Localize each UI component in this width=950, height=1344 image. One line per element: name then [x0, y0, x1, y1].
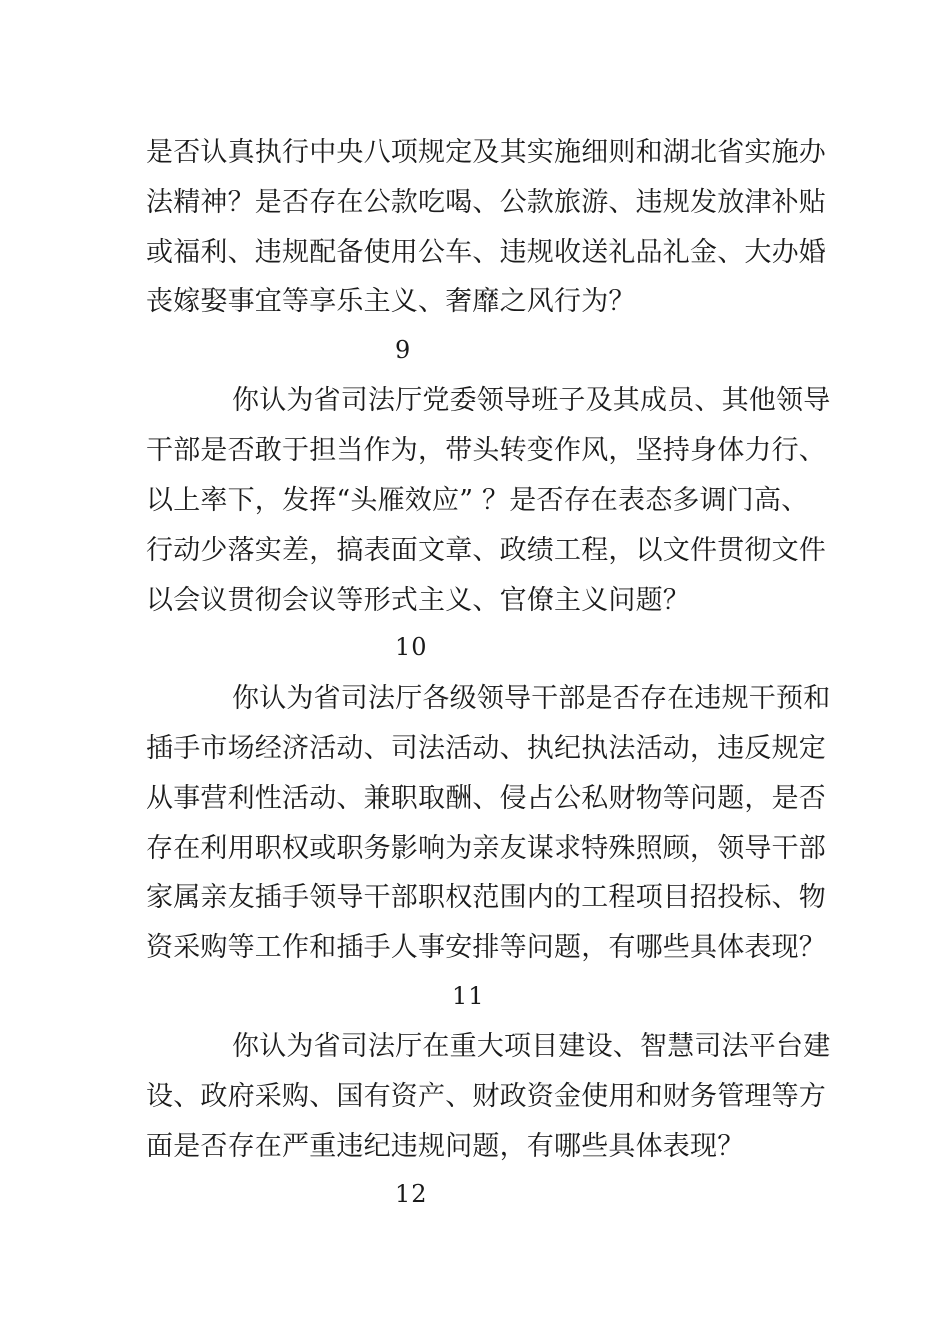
paragraph-line: 是否认真执行中央八项规定及其实施细则和湖北省实施办 — [146, 137, 826, 168]
paragraph-line: 以会议贯彻会议等形式主义、官僚主义问题？ — [146, 585, 690, 616]
paragraph-line: 法精神？是否存在公款吃喝、公款旅游、违规发放津补贴 — [146, 187, 826, 218]
paragraph-line: 从事营利性活动、兼职取酬、侵占公私财物等问题，是否 — [146, 783, 826, 814]
item-number: 12 — [395, 1180, 428, 1208]
paragraph-line: 行动少落实差，搞表面文章、政绩工程，以文件贯彻文件 — [146, 535, 826, 566]
paragraph-line: 设、政府采购、国有资产、财政资金使用和财务管理等方 — [146, 1081, 826, 1112]
paragraph-line: 干部是否敢于担当作为，带头转变作风，坚持身体力行、 — [146, 435, 826, 466]
item-number: 11 — [452, 982, 485, 1010]
paragraph-line: 家属亲友插手领导干部职权范围内的工程项目招投标、物 — [146, 882, 826, 913]
paragraph-line: 插手市场经济活动、司法活动、执纪执法活动，违反规定 — [146, 733, 826, 764]
paragraph-line: 存在利用职权或职务影响为亲友谋求特殊照顾，领导干部 — [146, 833, 826, 864]
paragraph-line: 以上率下，发挥“头雁效应” ？是否存在表态多调门高、 — [146, 485, 809, 516]
paragraph-line: 丧嫁娶事宜等享乐主义、奢靡之风行为？ — [146, 286, 636, 317]
item-number: 10 — [395, 633, 428, 661]
paragraph-line: 或福利、违规配备使用公车、违规收送礼品礼金、大办婚 — [146, 237, 826, 268]
item-number: 9 — [395, 336, 412, 364]
paragraph-line: 你认为省司法厅各级领导干部是否存在违规干预和 — [232, 683, 831, 714]
paragraph-line: 面是否存在严重违纪违规问题，有哪些具体表现？ — [146, 1131, 745, 1162]
paragraph-line: 你认为省司法厅在重大项目建设、智慧司法平台建 — [232, 1031, 831, 1062]
paragraph-line: 资采购等工作和插手人事安排等问题，有哪些具体表现？ — [146, 932, 826, 963]
paragraph-line: 你认为省司法厅党委领导班子及其成员、其他领导 — [232, 385, 831, 416]
